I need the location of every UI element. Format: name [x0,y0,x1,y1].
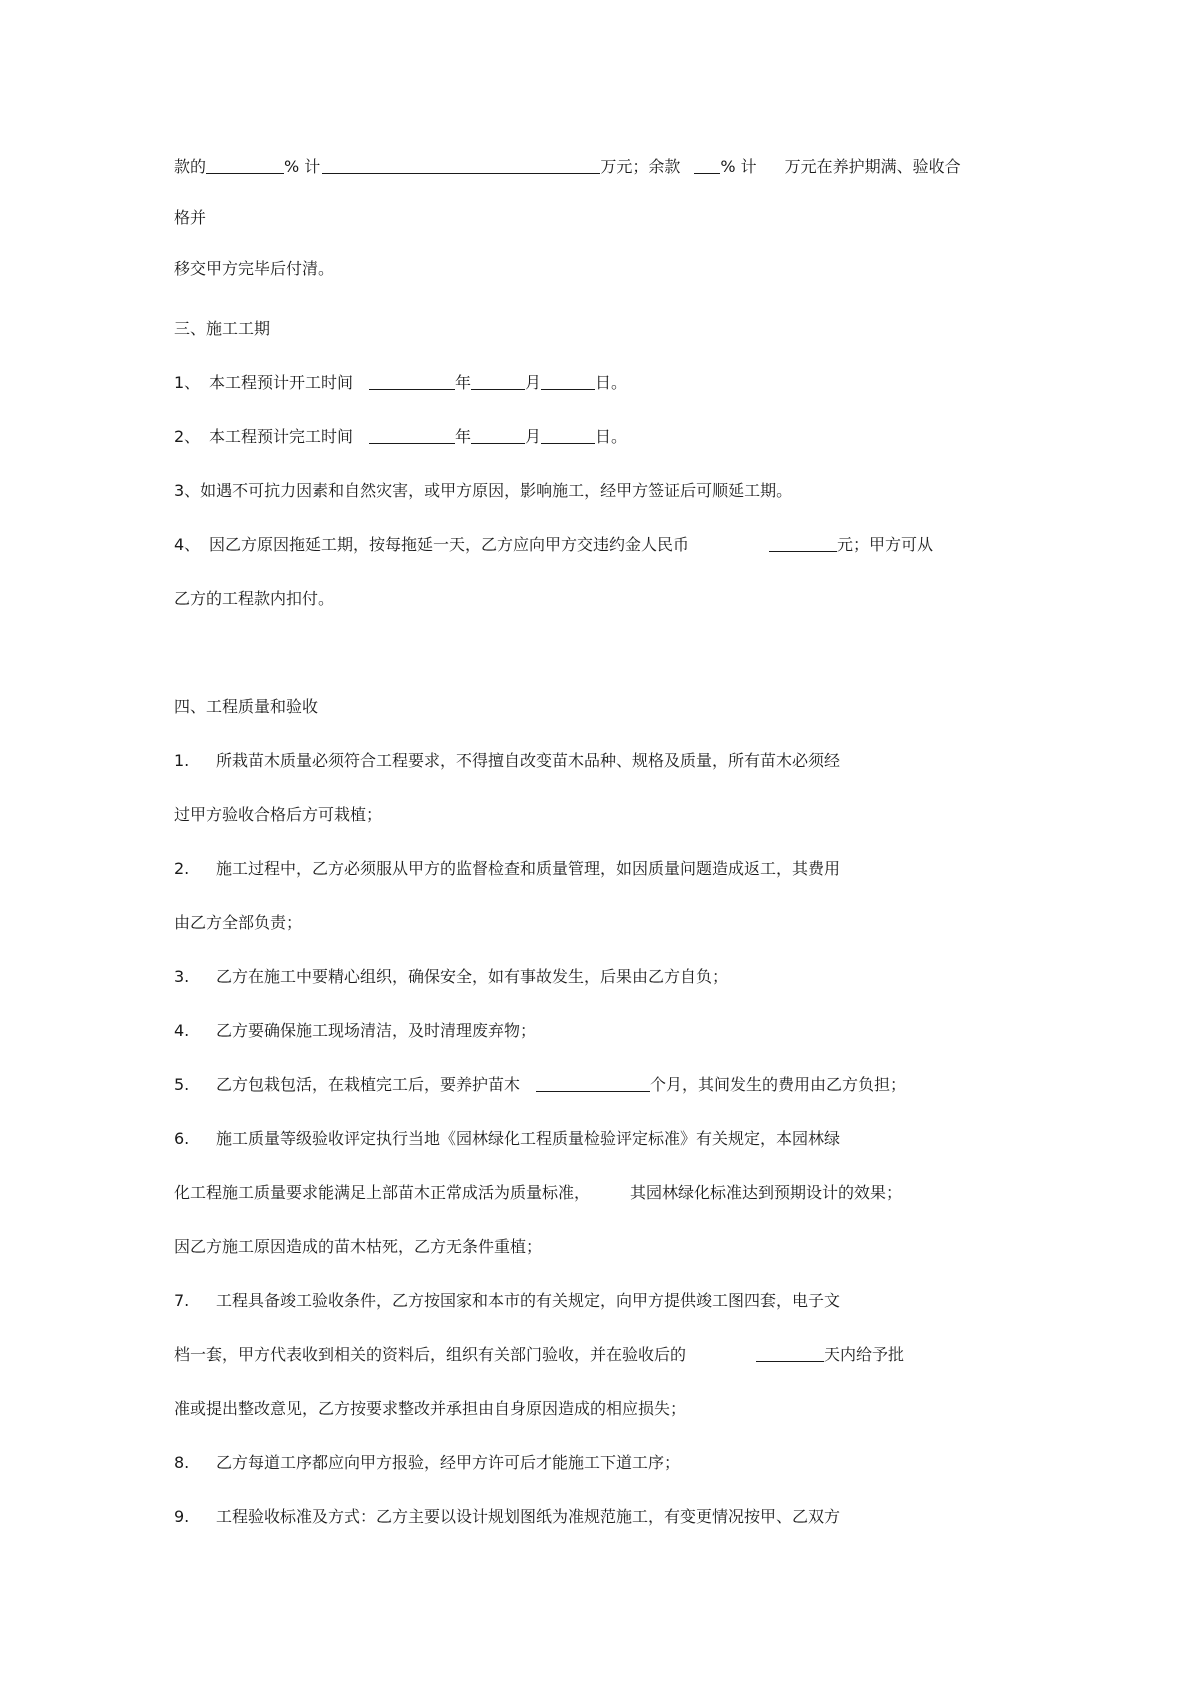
blank-field[interactable] [322,157,600,174]
item-number: 9. [174,1507,190,1526]
text-line: 移交甲方完毕后付清。 [174,259,335,278]
list-item [174,967,728,987]
list-item [174,1129,840,1149]
blank-field[interactable] [206,157,284,174]
text-line: 过甲方验收合格后方可栽植； [174,805,383,824]
text: 施工质量等级验收评定执行当地《园林绿化工程质量检验评定标准》有关规定，本园林绿 [216,1129,841,1148]
list-item [174,1075,906,1095]
item-number: 8. [174,1453,190,1472]
text: 万元在养护期满、验收合 [784,157,961,176]
text-line: 因乙方施工原因造成的苗木枯死，乙方无条件重植； [174,1237,543,1256]
item-number: 1. [174,751,190,770]
blank-field[interactable] [541,427,595,444]
text-line: 准或提出整改意见，乙方按要求整改并承担由自身原因造成的相应损失； [174,1399,687,1418]
blank-field[interactable] [369,373,455,390]
text: 月 [525,427,542,446]
item-number: 4. [174,1021,190,1040]
text: 天内给予批 [824,1345,905,1364]
text: % 计 [284,157,321,176]
text-line: 格并 [174,208,207,227]
text: 工程具备竣工验收条件，乙方按国家和本市的有关规定，向甲方提供竣工图四套，电子文 [216,1291,841,1310]
text: 化工程施工质量要求能满足上部苗木正常成活为质量标准， [174,1183,591,1202]
item-number: 3. [174,967,190,986]
text-line: 乙方的工程款内扣付。 [174,589,335,608]
blank-field[interactable] [536,1075,650,1092]
text: 档一套，甲方代表收到相关的资料后，组织有关部门验收，并在验收后的 [174,1345,687,1364]
item-number: 2. [174,859,190,878]
text: 工程验收标准及方式：乙方主要以设计规划图纸为准规范施工，有变更情况按甲、乙双方 [216,1507,841,1526]
item-number: 2、 [174,427,201,446]
list-item [174,751,840,771]
text-line: 3、如遇不可抗力因素和自然灾害，或甲方原因，影响施工，经甲方签证后可顺延工期。 [174,481,793,500]
blank-field[interactable] [694,157,720,174]
text: 个月，其间发生的费用由乙方负担； [650,1075,907,1094]
text: 本工程预计完工时间 [209,427,354,446]
text: 日。 [595,373,628,392]
list-item [174,427,627,447]
list-item [174,373,627,393]
blank-field[interactable] [471,373,525,390]
list-item [174,1021,536,1041]
blank-field[interactable] [756,1345,824,1362]
text-line [174,1345,904,1365]
text: 乙方在施工中要精心组织，确保安全，如有事故发生，后果由乙方自负； [216,967,729,986]
text: 年 [455,427,472,446]
list-item [174,859,840,879]
list-item [174,1453,680,1473]
text-line: 由乙方全部负责； [174,913,303,932]
list-item [174,535,933,555]
text-line [174,1183,902,1203]
text: 元；甲方可从 [837,535,934,554]
text: 其园林绿化标准达到预期设计的效果； [630,1183,903,1202]
list-item [174,1507,840,1527]
blank-field[interactable] [369,427,455,444]
item-number: 5. [174,1075,190,1094]
blank-field[interactable] [769,535,837,552]
text: 年 [455,373,472,392]
item-number: 1、 [174,373,201,392]
text: 万元；余款 [600,157,681,176]
text: 本工程预计开工时间 [209,373,354,392]
text: 所栽苗木质量必须符合工程要求，不得擅自改变苗木品种、规格及质量，所有苗木必须经 [216,751,841,770]
item-number: 4、 [174,535,201,554]
list-item [174,1291,840,1311]
text: 乙方每道工序都应向甲方报验，经甲方许可后才能施工下道工序； [216,1453,681,1472]
item-number: 6. [174,1129,190,1148]
section-heading: 四、工程质量和验收 [174,697,319,716]
text: 乙方要确保施工现场清洁，及时清理废弃物； [216,1021,537,1040]
text: % 计 [720,157,757,176]
text: 因乙方原因拖延工期，按每拖延一天，乙方应向甲方交违约金人民币 [209,535,690,554]
blank-field[interactable] [541,373,595,390]
text: 月 [525,373,542,392]
text: 施工过程中，乙方必须服从甲方的监督检查和质量管理，如因质量问题造成返工，其费用 [216,859,841,878]
text: 日。 [595,427,628,446]
text: 乙方包栽包活，在栽植完工后，要养护苗木 [216,1075,521,1094]
payment-line [174,157,961,177]
item-number: 7. [174,1291,190,1310]
section-heading: 三、施工工期 [174,319,271,338]
text: 款的 [174,157,207,176]
blank-field[interactable] [471,427,525,444]
